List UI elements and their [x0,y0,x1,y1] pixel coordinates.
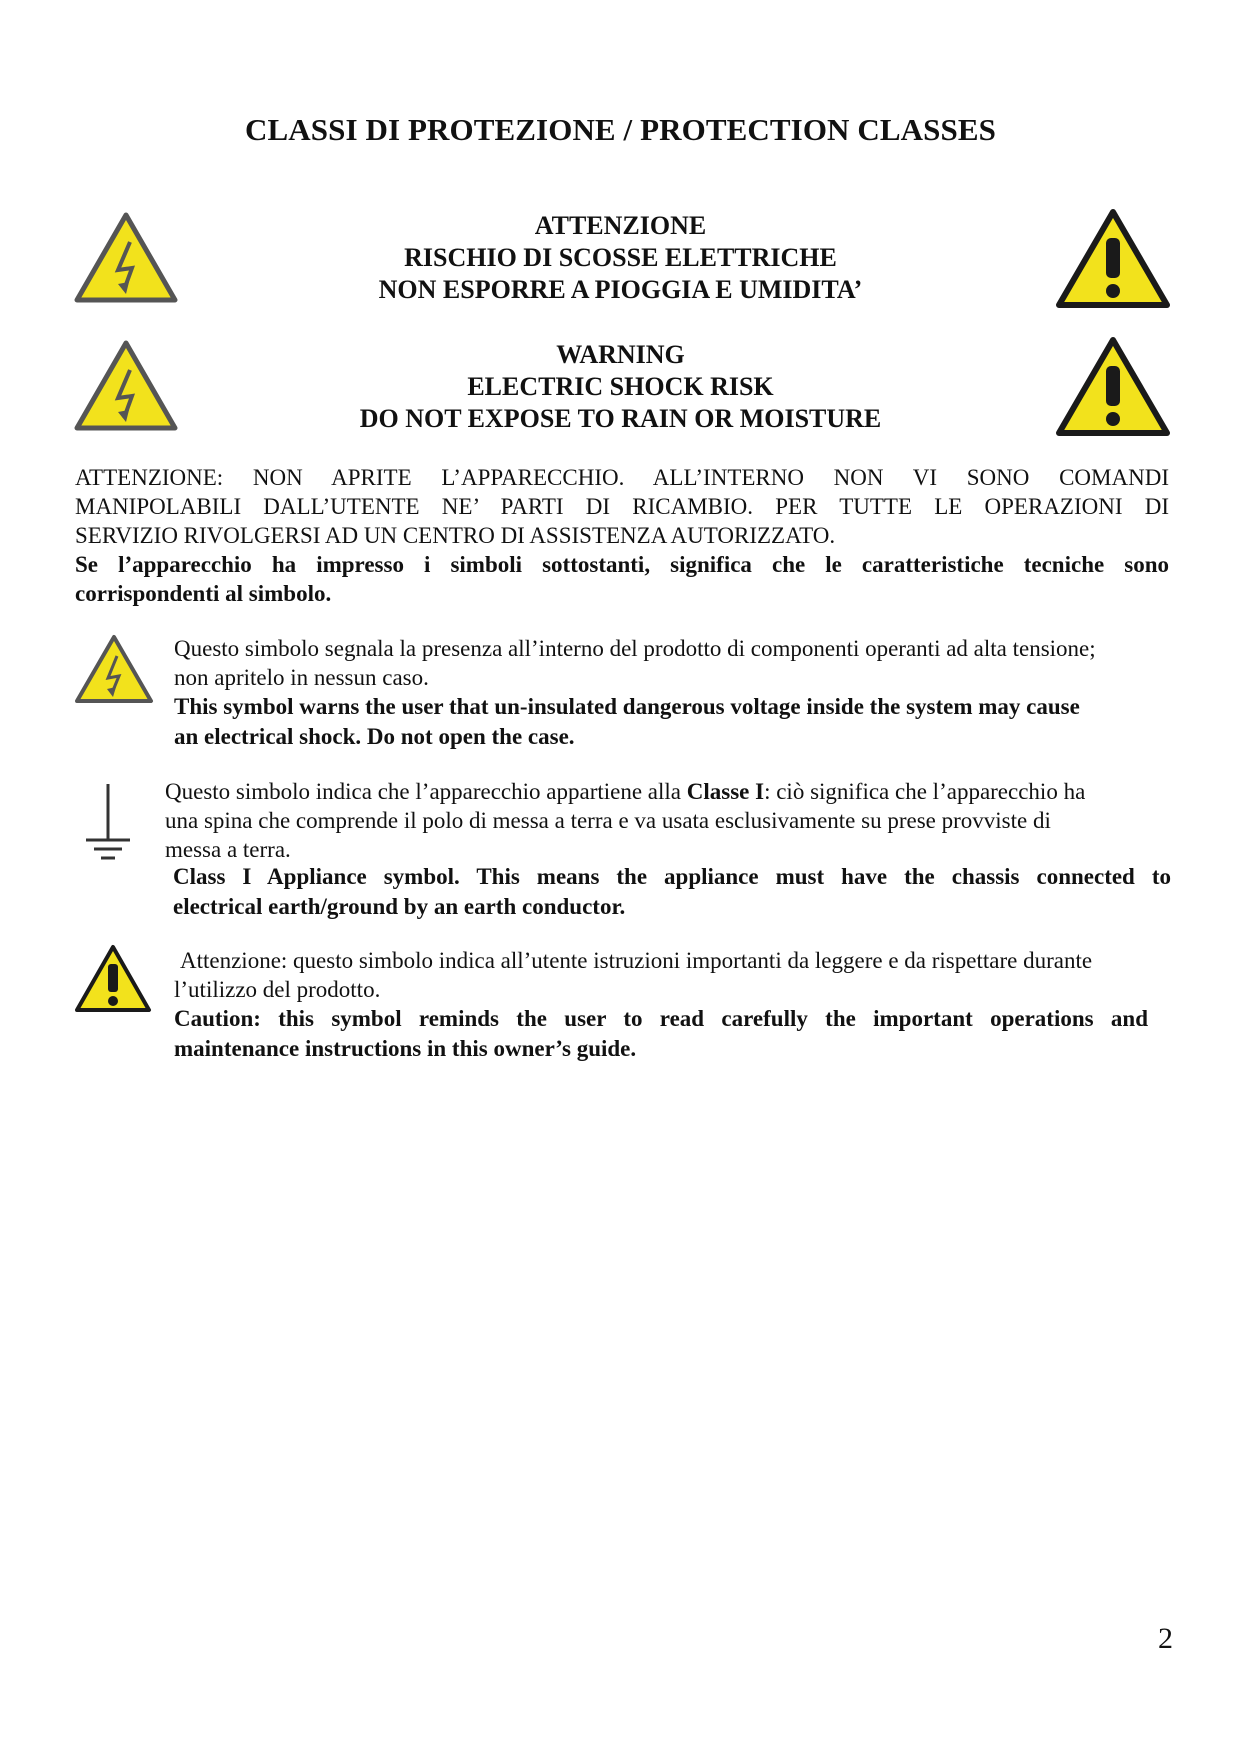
warning-line: DO NOT EXPOSE TO RAIN OR MOISTURE [359,404,882,433]
symbol-text-italian: non apritelo in nessun caso. [174,665,429,690]
exclamation-warning-icon [74,944,152,1014]
notice-paragraph [75,463,1169,608]
notice-bold-line: Se l’apparecchio ha impresso i simboli sottostanti, significa che le caratteristiche tecniche sono [75,552,1169,577]
caution-description [174,975,1170,1064]
symbol-text-english: electrical earth/ground by an earth conductor. [173,894,626,919]
exclamation-warning-icon [1055,336,1171,438]
warning-line: ATTENZIONE [534,211,707,240]
symbol-text-italian: messa a terra. [165,837,291,862]
high-voltage-icon [74,340,178,432]
symbol-text-english: maintenance instructions in this owner’s guide. [174,1036,637,1061]
notice-line: SERVIZIO RIVOLGERSI AD UN CENTRO DI ASSISTENZA AUTORIZZATO. [75,523,836,548]
class-one-label: Classe I [686,779,765,804]
symbol-text-italian: Questo simbolo segnala la presenza all’interno del prodotto di componenti operanti ad alta tensione; [174,636,1096,661]
caution-description-italian [180,946,1170,975]
symbol-text-english: Class I Appliance symbol. This means the appliance must have the chassis connected to [173,864,1171,889]
warning-line: ELECTRIC SHOCK RISK [467,372,774,401]
symbol-text-italian-post: : ciò significa che l’apparecchio ha [764,779,1086,804]
high-voltage-icon [74,634,154,704]
symbol-text-english: an electrical shock. Do not open the case. [174,724,575,749]
page-title: CLASSI DI PROTEZIONE / PROTECTION CLASSES [245,112,996,147]
high-voltage-icon [74,212,178,304]
symbol-text-italian-pre: Questo simbolo indica che l’apparecchio appartiene alla [165,779,687,804]
exclamation-warning-icon [1055,208,1171,310]
warning-block-english [250,339,991,435]
notice-bold-line: corrispondenti al simbolo. [75,581,332,606]
symbol-text-italian: l’utilizzo del prodotto. [174,977,381,1002]
symbol-text-italian [165,777,1171,806]
warning-line: RISCHIO DI SCOSSE ELETTRICHE [404,243,837,272]
class-one-description [165,777,1171,864]
class-one-english [173,862,1171,922]
warning-line: NON ESPORRE A PIOGGIA E UMIDITA’ [378,275,863,304]
symbol-text-italian: una spina che comprende il polo di messa a terra e va usata esclusivamente su prese provviste di [165,808,1051,833]
warning-block-italian [250,210,991,306]
high-voltage-description [174,634,1170,752]
symbol-text-english: This symbol warns the user that un-insulated dangerous voltage inside the system may cause [174,694,1080,719]
notice-line: ATTENZIONE: NON APRITE L’APPARECCHIO. ALL’INTERNO NON VI SONO COMANDI [75,465,1169,490]
symbol-text-english: Caution: this symbol reminds the user to read carefully the important operations and [174,1006,1148,1031]
symbol-text-italian: Attenzione: questo simbolo indica all’utente istruzioni importanti da leggere e da rispettare durante [180,948,1093,973]
page-number: 2 [1158,1622,1173,1655]
notice-line: MANIPOLABILI DALL’UTENTE NE’ PARTI DI RICAMBIO. PER TUTTE LE OPERAZIONI DI [75,494,1169,519]
warning-line: WARNING [556,340,685,369]
earth-ground-icon [80,780,136,866]
